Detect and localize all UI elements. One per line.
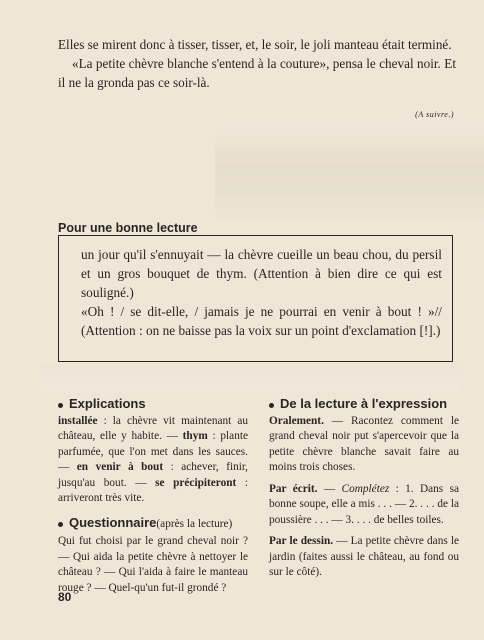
bullet-icon xyxy=(269,403,274,408)
page-number: 80 xyxy=(58,590,72,604)
oral-text: — Racontez comment le grand cheval noir put s'apercevoir que la petite chèvre blanche savait faire au moins trois choses. xyxy=(269,414,459,473)
reading-box-paragraph-2: «Oh ! / se dit-elle, / jamais je ne pourrai en venir à bout ! »// (Attention : on ne baisse pas la voix sur un point d'exclamation [!].) xyxy=(81,304,442,338)
definition-thym: : plante parfumée, que l'on met dans les sauces. — xyxy=(58,430,248,473)
faded-illustration-lower xyxy=(40,366,460,392)
reading-box xyxy=(58,235,453,362)
expression-ecrit xyxy=(269,482,459,529)
left-column xyxy=(58,396,248,604)
right-column xyxy=(269,396,459,587)
story-text xyxy=(58,35,456,92)
bullet-icon xyxy=(58,403,63,408)
to-be-continued-note: (A suivre.) xyxy=(415,110,454,119)
definition-installee: : la chèvre vit maintenant au château, elle y habite. — xyxy=(58,414,248,442)
ecrit-label: Par écrit. xyxy=(269,482,318,495)
expression-heading xyxy=(269,396,459,412)
questionnaire-text: Qui fut choisi par le grand cheval noir ? — Qui aida la petite chèvre à nettoyer le château ? — Qui l'aida à faire le manteau rouge ? — Quel-qu'un fut-il grondé ? xyxy=(58,535,248,594)
story-paragraph-1: Elles se mirent donc à tisser, tisser, et, le soir, le joli manteau était terminé. xyxy=(58,37,452,52)
definition-se-precipiteront: : arriveront très vite. xyxy=(58,476,248,504)
bullet-icon xyxy=(58,522,63,527)
reading-box-paragraph-1: un jour qu'il s'ennuyait — la chèvre cueille un beau chou, du persil et un gros bouquet de thym. (Attention à bien dire ce qui est souligné.) xyxy=(81,247,442,300)
expression-dessin xyxy=(269,534,459,581)
definition-en-venir-a-bout: : achever, finir, jusqu'au bout. — xyxy=(58,461,249,489)
reading-box-title: Pour une bonne lecture xyxy=(58,221,198,235)
ecrit-complete: Complétez xyxy=(341,482,390,495)
expression-oral xyxy=(269,414,459,476)
story-paragraph-2: «La petite chèvre blanche s'entend à la couture», pensa le cheval noir. Et il ne la gronda pas ce soir-là. xyxy=(58,56,456,90)
dessin-label: Par le dessin. xyxy=(269,535,334,547)
explications-text xyxy=(58,414,248,507)
term-en-venir-a-bout: en venir à bout xyxy=(76,461,164,473)
term-installee: installée xyxy=(58,414,98,427)
explications-heading xyxy=(58,396,248,412)
term-thym: thym xyxy=(182,430,208,442)
oral-label: Oralement. xyxy=(269,414,324,427)
dessin-text: — La petite chèvre dans le jardin (faites aussi le château, au fond ou sur le côté). xyxy=(269,535,459,578)
questionnaire-heading xyxy=(58,515,248,533)
ecrit-text: : 1. Dans sa bonne soupe, elle a mis . . . — 2. . . . de la poussière . . . — 3. . . . de belles toiles. xyxy=(269,482,459,526)
explications-title: Explications xyxy=(69,396,146,411)
faded-illustration xyxy=(215,126,484,220)
expression-title: De la lecture à l'expression xyxy=(280,396,448,411)
questionnaire-subtitle: (après la lecture) xyxy=(156,517,233,530)
questionnaire-title: Questionnaire xyxy=(69,514,157,530)
term-se-precipiteront: se précipiteront xyxy=(155,476,237,489)
ecrit-dash: — xyxy=(317,482,342,495)
